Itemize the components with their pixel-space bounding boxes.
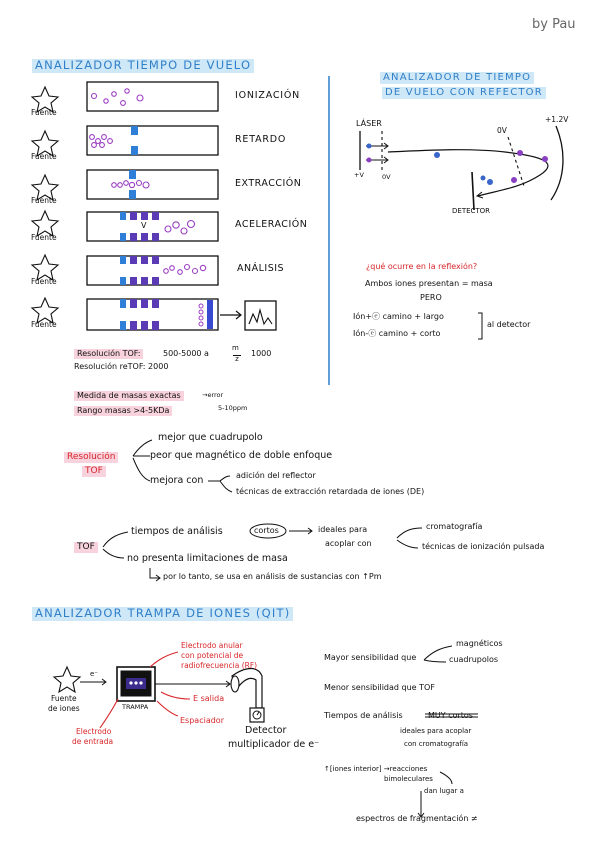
resolucion-label: Resolución [64, 452, 118, 463]
ppm-note: 5-10ppm [218, 404, 248, 412]
fuente-label-2: Fuente [31, 152, 57, 161]
trampa-label: TRAMPA [122, 703, 149, 711]
ring-electrode-1: Electrodo anular [181, 641, 243, 650]
stage-extraccion: EXTRACCIÓN [235, 178, 302, 189]
tof-summary-label: TOF [74, 542, 98, 553]
better-than-quadrupole: mejor que cuadrupolo [158, 432, 263, 443]
author-signature: by Pau [532, 17, 576, 32]
spacer-label: Espaciador [180, 716, 224, 725]
dan-lugar: dan lugar a [424, 787, 464, 795]
magnetic-label: magnéticos [456, 639, 503, 648]
plus-v-label: +V [354, 171, 364, 179]
both-ions-line: Ambos iones presentan = masa [365, 279, 493, 288]
mass-range-line: Rango masas >4-5KDa [74, 406, 172, 416]
no-mass-limit: no presenta limitaciones de masa [127, 553, 288, 564]
stage-aceleracion: ACELERACIÓN [235, 219, 308, 230]
stage-analisis: ANÁLISIS [237, 263, 285, 274]
laser-label: LÁSER [356, 119, 382, 128]
res-tof-label: Resolución TOF: [74, 349, 143, 359]
mass-note: →error [202, 391, 224, 399]
ring-electrode-2: con potencial de [181, 651, 244, 660]
lower-sensitivity: Menor sensibilidad que TOF [324, 683, 435, 692]
higher-sensitivity: Mayor sensibilidad que [324, 653, 417, 662]
acoplar-con: acoplar con [325, 539, 372, 548]
ions-inside: ↑[iones interior] →reacciones [324, 765, 428, 773]
ideal-coupling: ideales para acoplar [400, 727, 472, 735]
fuente-label-6: Fuente [31, 320, 57, 329]
detector-label-2: multiplicador de e⁻ [228, 739, 320, 750]
pero-label: PERO [420, 293, 442, 302]
ion-source-label-2: de iones [48, 704, 80, 713]
m-numerator: m [232, 344, 239, 352]
detector-label-1: Detector [245, 725, 287, 736]
analysis-times-qit: Tiempos de análisis [324, 711, 403, 720]
reflection-question: ¿qué ocurre en la reflexión? [366, 262, 478, 271]
to-detector-label: al detector [487, 320, 531, 329]
ion-plus-line: Ión+ⓔ camino + largo [353, 312, 444, 321]
zero-v-label: 0V [497, 126, 507, 135]
fuente-label-1: Fuente [31, 108, 57, 117]
reflector-heading-1: ANALIZADOR DE TIEMPO [380, 72, 534, 84]
qit-heading: ANALIZADOR TRAMPA DE IONES (QIT) [32, 607, 293, 621]
quadrupole-label: cuadrupolos [449, 655, 499, 664]
v-mark: V [141, 221, 147, 230]
mejora-con: mejora con [150, 475, 204, 486]
bimolecular: bimoleculares [384, 775, 433, 783]
res-retof-line: Resolución reTOF: 2000 [74, 362, 169, 371]
reflector-heading-2: DE VUELO CON REFECTOR [382, 87, 546, 99]
chromatography: cromatografía [426, 522, 483, 531]
ion-minus-line: Ión-ⓔ camino + corto [353, 329, 441, 338]
entrance-electrode-2: de entrada [72, 737, 114, 746]
res-tof-value: 500-5000 a [163, 349, 209, 358]
electron-label: e⁻ [90, 670, 99, 678]
detector-label: DETECTOR [452, 207, 491, 215]
resolucion-tof-label: TOF [82, 466, 106, 477]
m-value: 1000 [251, 349, 272, 358]
stage-box-3 [87, 170, 218, 199]
fuente-label-5: Fuente [31, 277, 57, 286]
fuente-label-3: Fuente [31, 196, 57, 205]
star-icons [32, 87, 80, 692]
fuente-label-4: Fuente [31, 233, 57, 242]
mass-exact-line: Medida de masas exactas [74, 391, 184, 401]
ideal-para: ideales para [318, 525, 368, 534]
reflector-addition: adición del reflector [236, 471, 316, 480]
worse-than-magnetic: peor que magnético de doble enfoque [150, 450, 333, 461]
pulsed-ionization: técnicas de ionización pulsada [422, 542, 545, 551]
delayed-extraction: técnicas de extracción retardada de iones (DE) [236, 487, 425, 496]
muy-cortos: MUY cortos [428, 711, 473, 720]
fragmentation-spectra: espectros de fragmentación ≠ [356, 814, 478, 823]
stage-box-1 [87, 82, 218, 111]
entrance-electrode-1: Electrodo [76, 727, 112, 736]
zero-v-label-2: 0V [382, 173, 391, 181]
ring-electrode-3: radiofrecuencia (RF) [181, 661, 258, 670]
z-denominator: z [233, 355, 241, 363]
stage-retardo: RETARDO [235, 134, 287, 145]
stage-box-2 [87, 126, 218, 155]
tof-heading: ANALIZADOR TIEMPO DE VUELO [32, 59, 254, 73]
exit-electrode: E salida [193, 694, 225, 703]
analysis-times: tiempos de análisis [131, 526, 223, 537]
cortos-label: cortos [254, 526, 279, 535]
high-pm-use: por lo tanto, se usa en análisis de sustancias con ↑Pm [163, 572, 382, 581]
with-chromatography: con cromatografía [404, 740, 469, 748]
ion-source-label-1: Fuente [51, 694, 77, 703]
stage-ionizacion: IONIZACIÓN [235, 90, 301, 101]
high-v-label: +1.2V [545, 115, 569, 124]
